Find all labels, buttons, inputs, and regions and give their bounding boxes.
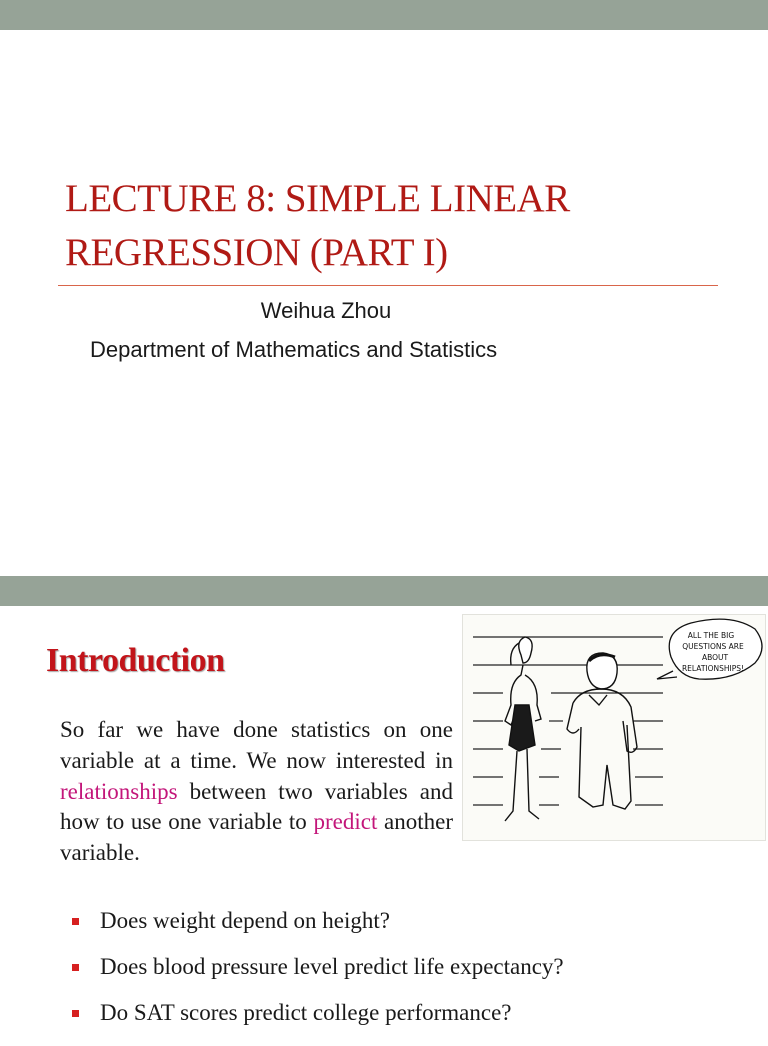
list-item xyxy=(72,908,564,954)
intro-heading: Introduction xyxy=(46,642,225,679)
intro-paragraph xyxy=(60,715,453,869)
title-divider xyxy=(58,285,718,286)
relationships-cartoon xyxy=(462,614,766,841)
lecture-title-line-1: LECTURE 8: SIMPLE LINEAR xyxy=(65,177,570,220)
question-list xyxy=(72,908,564,1046)
intro-text-3: another variable. xyxy=(60,809,454,866)
highlight-predict: predict xyxy=(313,809,378,835)
list-item-text: Does blood pressure level predict life expectancy? xyxy=(100,954,564,979)
bullet-square-icon xyxy=(72,1010,79,1017)
speech-line-3: ABOUT xyxy=(701,653,729,662)
list-item xyxy=(72,1000,564,1046)
lecture-title-line-2: REGRESSION (PART I) xyxy=(65,231,448,274)
author-name: Weihua Zhou xyxy=(260,298,392,323)
list-item-text: Does weight depend on height? xyxy=(100,908,390,933)
slide-divider-band xyxy=(0,576,768,606)
bullet-square-icon xyxy=(72,918,79,925)
department-name: Department of Mathematics and Statistics xyxy=(90,337,498,362)
speech-line-4: RELATIONSHIPS! xyxy=(681,664,745,673)
intro-text-1: So far we have done statistics on one variable at a time. We now interested in xyxy=(60,717,453,773)
list-item-text: Do SAT scores predict college performance? xyxy=(100,1000,512,1025)
lecture-title xyxy=(65,172,725,280)
slide-top-band xyxy=(0,0,768,30)
intro-text-2: between two variables and how to use one variable to xyxy=(60,778,453,835)
speech-line-1: ALL THE BIG xyxy=(687,631,735,640)
bullet-square-icon xyxy=(72,964,79,971)
list-item xyxy=(72,954,564,1000)
speech-line-2: QUESTIONS ARE xyxy=(682,642,744,651)
highlight-relationships: relationships xyxy=(60,778,178,804)
